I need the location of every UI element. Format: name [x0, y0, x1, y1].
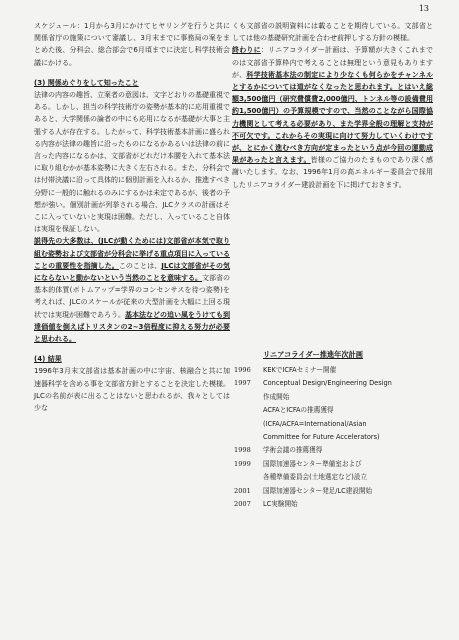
- timeline-event-line: 国際加速器センター発足/LC建設開始: [263, 486, 373, 495]
- timeline-event-line: KEKでICFAセミナー開催: [263, 366, 337, 374]
- page-number: 13: [418, 4, 429, 13]
- timeline-year: 2001: [234, 486, 251, 495]
- timeline-row: [234, 498, 434, 511]
- timeline-event: [263, 364, 434, 377]
- text-segment: くも文部省の説明資料には載ることを期待している。文部省としては他の基礎研究計画を合わせ前押しする方針の模様。: [232, 22, 433, 43]
- timeline-event-line: LC実験開始: [263, 500, 298, 509]
- timeline-year: 1996: [234, 366, 251, 374]
- schedule-paragraph: [34, 20, 230, 69]
- left-column: [34, 20, 230, 414]
- underlined-text: 終わりに: [232, 46, 261, 55]
- timeline-event-line: ACFAとICFAの推薦獲得: [263, 406, 334, 415]
- timeline-year: 2007: [234, 500, 251, 509]
- underlined-text: JLCは文部省がその気にならないと動かないという当然のことを意味する。: [34, 261, 231, 283]
- timeline-event: [263, 458, 434, 485]
- timeline-row: [234, 485, 434, 498]
- section-results: [34, 353, 230, 414]
- section-heading: (4) 結果: [34, 355, 62, 364]
- timeline-event-line: 学術会議の推薦獲得: [263, 446, 323, 455]
- underlined-text: 科学技術基本法の制定により少なくも何らかをチャンネルとするかについては道がなくなったと思われます。とはいえ総額3,500億円（研究費償費2,000億円、トンネル等の設備費用約1,500億円）の予算規模ですので、当然のことながら国際協力機関として考える必要があり、また学界全般の理解と支持が不可欠です。これからその実現に向けて努力していくわけですが、とにかく進むべき方向が定まったという点が今回の運動成果があったと言えます。: [232, 70, 433, 165]
- text-segment: このことは、: [118, 261, 162, 270]
- closing-paragraph: [232, 44, 433, 190]
- underlined-text: 説得先の大多数は、(JLCが動くためには)文部省が本気で取り組む姿勢および文部省が分科会に挙げる重点項目に入っていることの重要性を指摘した。: [34, 237, 230, 270]
- timeline-event-line: 作成開始: [263, 392, 290, 401]
- underlined-text: 基本法などの追い風をうけても到達価値を倒えばトリスタンの2~3倍程度に抑える努力が必要と思われる。: [34, 310, 230, 344]
- timeline-event: [263, 498, 434, 511]
- timeline-year: 1999: [234, 459, 251, 468]
- body-paragraph: [34, 235, 230, 345]
- body-paragraph: [34, 365, 230, 414]
- timeline-event-line: Committee for Future Accelerators): [263, 433, 380, 442]
- timeline-event-line: (ICFA/ACFA=International/Asian: [263, 419, 367, 428]
- section-heading: (3) 関係めぐりをして知ったこと: [34, 78, 139, 87]
- timeline-row: [234, 458, 434, 485]
- text-segment: ：リニアコライダー計画は、予算額が大きくこれまでのは文部省予算枠内で考えることは無理という意見もありますが、: [232, 46, 433, 79]
- timeline-row: [234, 364, 434, 377]
- timeline-event: [263, 377, 434, 444]
- timeline-event: [263, 444, 434, 457]
- timeline-event-line: 各種準備委員会(土地選定など)設立: [263, 473, 368, 482]
- text-segment: 1996年3月末文部省は基本計画の中に宇宙、核融合と共に加速器科学を含める事を文部省方針とすることを決定した模様。JLCの名前が表に出ることはないと思われるが、我々としては少な: [34, 367, 230, 413]
- timeline-year: 1997: [234, 379, 251, 388]
- timeline-year: 1998: [234, 446, 251, 455]
- timeline-title: リニアコライダー推進年次計画: [263, 350, 363, 359]
- timeline-event: [263, 485, 434, 498]
- timeline-row: [234, 444, 434, 457]
- text-segment: 文部省の基本的体質(ボトムアップ=学界のコンセンサスを待つ姿勢)を考えれば、JLCのスケールが従来の大型計画を大幅に上回る現状では実現が困難であろう。: [34, 274, 230, 319]
- text-segment: 法律の内容の趣旨、立案者の意図は、文字どおりの基礎重視である。しかし、担当の科学技術庁の姿勢が基本的に応用重視であると、大学関係の論者の中にも応用になるが基礎が大事と主張する人が存在する。したがって、科学技術基本計画に盛られる内容が法律の趣旨に沿ったものになるかあるいは法律の前に言った内容になるかは、文部省がどれだけ本腰を入れて基本法に取り組むかが基本姿勢に大きく左右される。また、分科会では付帯決議に沿って具体的に個別計画を入れるか、推進すべき分野に一般的に触れるのみにするかは未定であるが、後者の予想が強い。個別計画が列挙される場合、JLCクラスの計画はそこに入っていないと実現は困難。ただし、入っていること自体は実現を保証しない。: [34, 91, 230, 234]
- timeline-list: [234, 364, 434, 511]
- timeline-event-line: Conceptual Design/Engineering Design: [263, 379, 392, 388]
- body-paragraph: [232, 20, 433, 44]
- section-relations: [34, 77, 230, 345]
- timeline-event-line: 国際加速器センター準備室および: [263, 459, 362, 468]
- right-column: [232, 20, 433, 191]
- text-segment: スケジュール：1月から3月にかけてヒヤリングを行うと共に関係省庁の施策について審議し、3月末までに事務局の案をまとめた後、分科会、総合部会で6月頃までに決定し科学技術会議にかける。: [34, 22, 230, 67]
- body-paragraph: [34, 89, 230, 235]
- text-segment: 皆様のご協力のたまものであり深く感謝いたします。なお、1996年1月の高エネルギー委員会で採用したリニアコライダー建設計画を下に掲げておきます。: [232, 156, 434, 189]
- timeline-row: [234, 377, 434, 444]
